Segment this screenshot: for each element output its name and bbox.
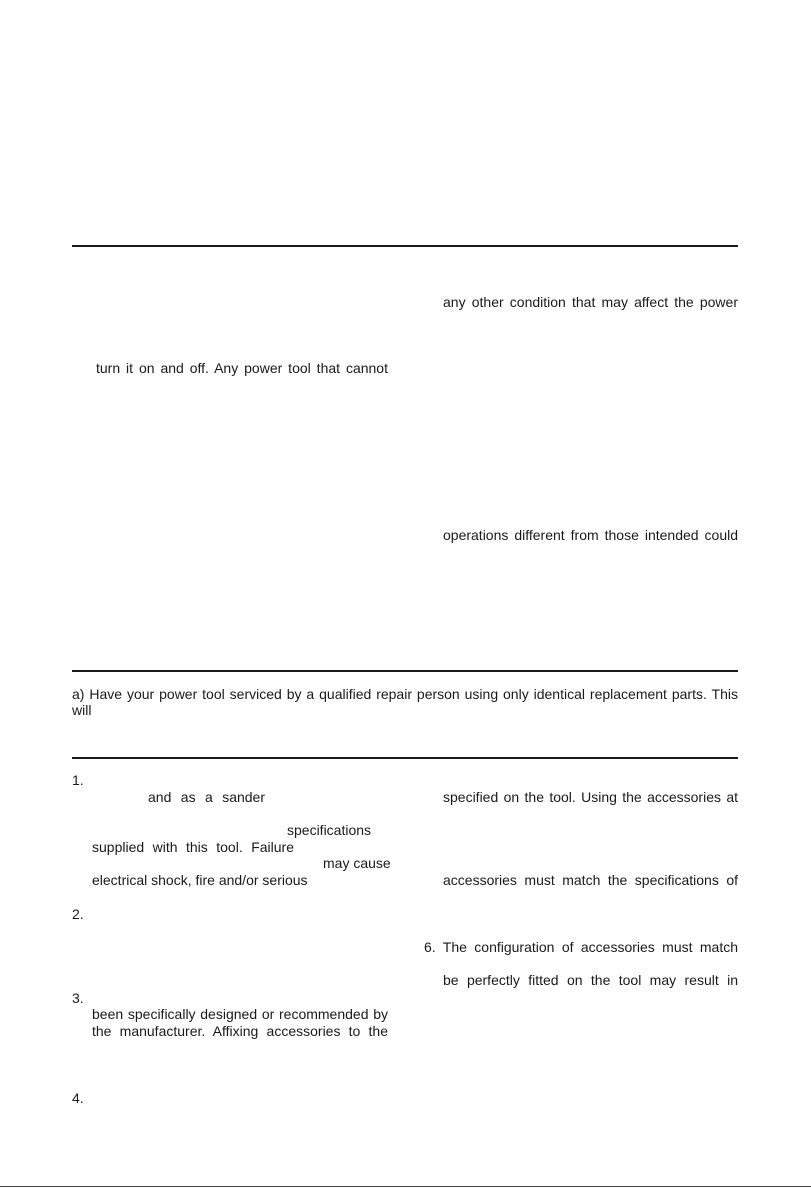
text-line-left-1: turn it on and off. Any power tool that cannot: [96, 360, 388, 376]
section-divider-top: [72, 245, 738, 247]
list-number-4: 4.: [72, 1090, 84, 1106]
text-specifications: specifications: [287, 822, 372, 838]
list-item-6: 6. The configuration of accessories must match: [424, 939, 738, 955]
list-number-2: 2.: [72, 906, 84, 922]
text-line-right-3: specified on the tool. Using the accessories at: [443, 789, 738, 805]
text-sander: and as a sander: [148, 789, 265, 805]
text-line-right-5: be perfectly fitted on the tool may result in: [443, 972, 738, 988]
text-designed: been specifically designed or recommended by: [92, 1006, 388, 1022]
list-number-1: 1.: [72, 772, 84, 788]
text-electrical-shock: electrical shock, fire and/or serious: [92, 872, 308, 888]
section-divider-specific: [72, 757, 738, 759]
text-line-right-2: operations different from those intended could: [443, 527, 738, 543]
text-line-right-1: any other condition that may affect the power: [443, 294, 738, 310]
page-bottom-border: [0, 1186, 811, 1187]
service-item-a: a) Have your power tool serviced by a qualified repair person using only identical replacement parts. This will: [72, 686, 738, 718]
text-supplied: supplied with this tool. Failure: [92, 839, 294, 855]
text-may-cause: may cause: [323, 855, 391, 871]
section-divider-service: [72, 670, 738, 672]
list-number-3: 3.: [72, 990, 84, 1006]
text-line-right-4: accessories must match the specifications of: [443, 872, 738, 888]
text-manufacturer: the manufacturer. Affixing accessories to the: [92, 1023, 388, 1039]
